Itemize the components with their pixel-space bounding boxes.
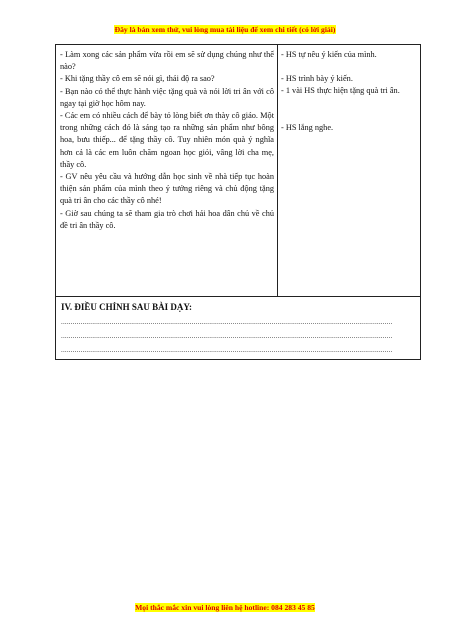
student-activity-item: - HS tự nêu ý kiến của mình. <box>281 50 377 59</box>
preview-notice-banner <box>0 19 450 37</box>
teacher-activity-item: - Giờ sau chúng ta sẽ tham gia trò chơi hái hoa dân chủ về chủ đề tri ân thầy cô. <box>60 208 274 230</box>
dotted-line: .......................................................................................................................................................................... <box>61 318 393 326</box>
adjustment-section-title: IV. ĐIỀU CHỈNH SAU BÀI DẠY: <box>61 302 193 312</box>
column-divider <box>277 45 278 296</box>
student-activity-item: - HS lắng nghe. <box>281 122 334 132</box>
student-activities-column <box>281 49 417 134</box>
student-activity-item: - 1 vài HS thực hiện tặng quà tri ân. <box>281 86 400 96</box>
teacher-activity-item: - Bạn nào có thể thực hành việc tặng quà và nói lời tri ân với cô ngay tại giờ học hôm nay. <box>60 86 274 108</box>
teacher-activity-item: - GV nêu yêu cầu và hướng dẫn học sinh về nhà tiếp tục hoàn thiện sản phẩm của mình theo ý tưởng riêng và chủ động tặng quà tri ân cho các thầy cô nhé! <box>60 172 274 206</box>
hotline-text: Mọi thắc mắc xin vui lòng liên hệ hotline: 084 283 45 85 <box>135 603 315 612</box>
student-activity-item: - HS trình bày ý kiến. <box>281 74 353 84</box>
teacher-activity-item: - Khi tặng thầy cô em sẽ nói gì, thái độ ra sao? <box>60 74 215 84</box>
teacher-activities-column <box>60 49 274 232</box>
hotline-footer <box>0 597 450 615</box>
teacher-activity-item: - Làm xong các sản phẩm vừa rồi em sẽ sử dụng chúng như thế nào? <box>60 50 274 72</box>
teacher-activity-item: - Các em có nhiều cách để bày tỏ lòng biết ơn thày cô giáo. Một trong những cách đó là sáng tạo ra những sản phẩm như bông hoa, bưu thiếp... để tặng thầy cô. Tuy nhiên món quà ý nghĩa hơn cả là các em luôn chăm ngoan học giỏi, vâng lời cha mẹ, thầy cô. <box>60 111 274 169</box>
preview-notice-text: Đây là bản xem thử, vui lòng mua tài liệu để xem chi tiết (có lời giải) <box>114 25 336 34</box>
dotted-line: .......................................................................................................................................................................... <box>61 346 393 354</box>
row-divider <box>56 296 420 297</box>
lesson-table <box>55 44 421 360</box>
dotted-line: .......................................................................................................................................................................... <box>61 332 393 340</box>
